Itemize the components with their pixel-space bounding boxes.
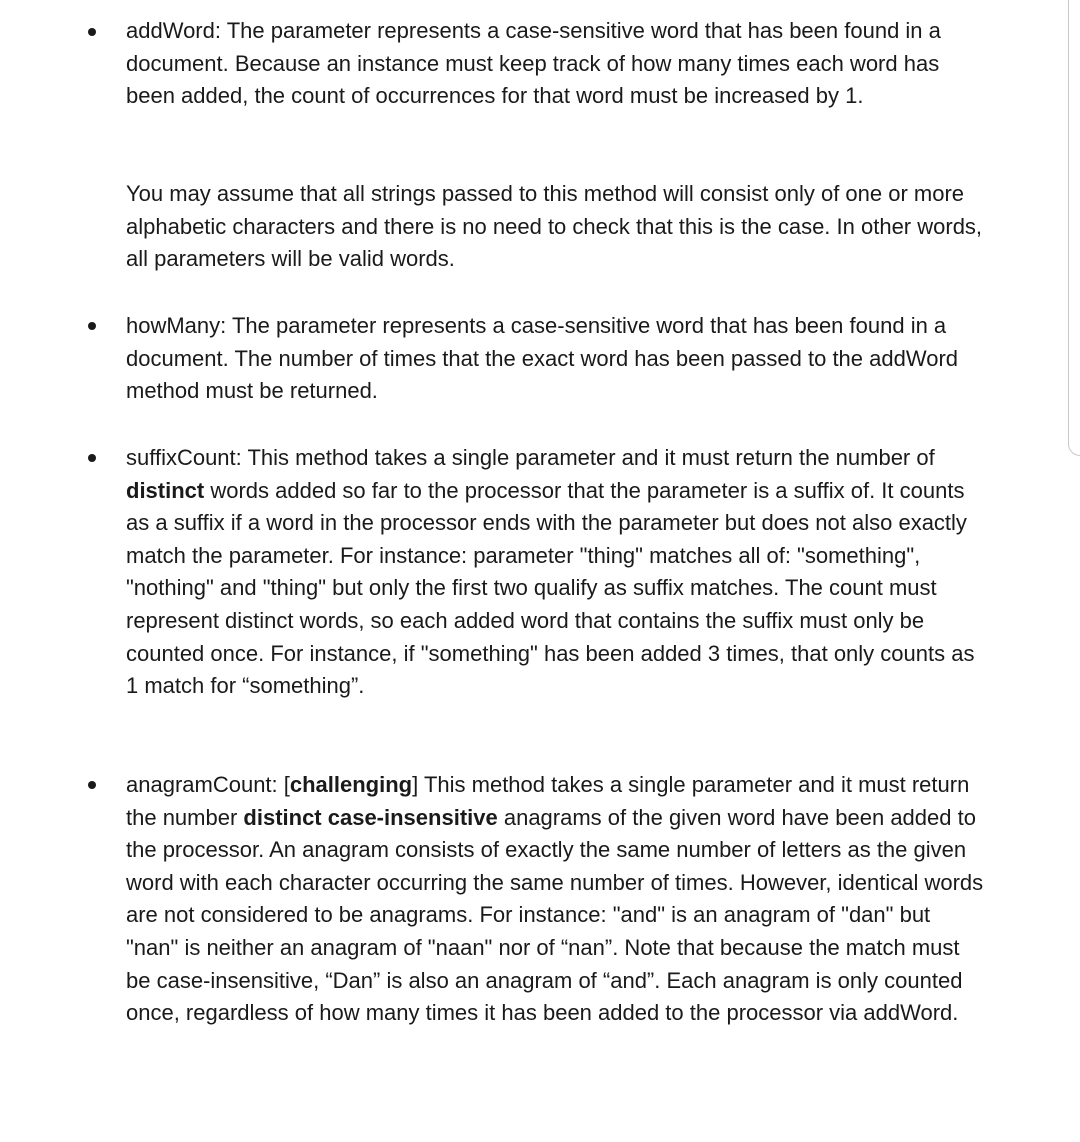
addword-description: addWord: The parameter represents a case-sensitive word that has been found in a document. Because an instance must keep track of how many times each word has been added, the count of occurrences for that word must be increased by 1. — [126, 18, 941, 109]
howmany-description: howMany: The parameter represents a case-sensitive word that has been found in a document. The number of times that the exact word has been passed to the addWord method must be returned. — [126, 313, 959, 404]
anagramcount-text-middle: ] This method takes a single parameter and it must return the number — [126, 772, 970, 830]
bullet-dot — [88, 454, 96, 462]
suffixcount-emphasis-distinct: distinct — [126, 477, 205, 503]
anagramcount-emphasis-challenging: challenging — [289, 772, 413, 797]
bullet-dot — [88, 781, 96, 789]
suffixcount-text-rest: words added so far to the processor that the parameter is a suffix of. It counts as a suffix if a word in the processor ends with the parameter but does not also exactly match the parameter. For instance: parameter "thing" matches all of: "something", "nothing" and "thing" but only the first two qualify as suffix matches. The count must represent distinct words, so each added word that contains the suffix must only be counted once. For instance, if "something" has been added 3 times, that only counts as 1 match for “something”. — [126, 477, 975, 699]
bullet-dot — [88, 28, 96, 36]
anagramcount-text-start: anagramCount: [ — [126, 772, 290, 797]
page-edge-border — [1068, 0, 1080, 456]
suffixcount-description — [126, 442, 986, 703]
anagramcount-text-rest: anagrams of the given word have been added to the processor. An anagram consists of exactly the same number of letters as the given word with each character occurring the same number of times. However, identical words are not considered to be anagrams. For instance: "and" is an anagram of "dan" but "nan" is neither an anagram of "naan" nor of “nan”. Note that because the match must be case-insensitive, “Dan” is also an anagram of “and”. Each anagram is only counted once, regardless of how many times it has been added to the processor via addWord. — [126, 804, 984, 1026]
bullet-dot — [88, 322, 96, 330]
anagramcount-emphasis-distinct-case-insensitive: distinct case-insensitive — [243, 804, 498, 830]
addword-assumption-note: You may assume that all strings passed to this method will consist only of one or more alphabetic characters and there is no need to check that this is the case. In other words, all parameters will be valid words. — [126, 181, 983, 272]
suffixcount-text-start: suffixCount: This method takes a single parameter and it must return the number of — [126, 445, 935, 470]
anagramcount-description — [126, 769, 986, 1030]
